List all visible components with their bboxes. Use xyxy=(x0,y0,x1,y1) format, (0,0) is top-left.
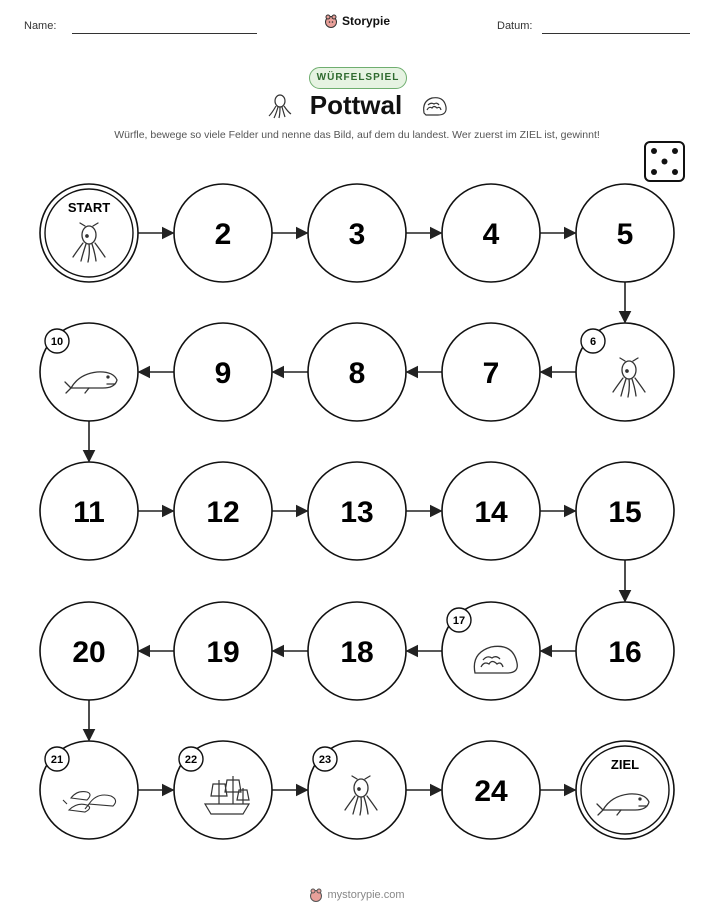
cell-number: 24 xyxy=(474,775,508,808)
cell-number: 18 xyxy=(340,636,374,669)
storypie-footer-icon xyxy=(309,888,323,902)
cell-number: 14 xyxy=(474,496,508,529)
cell-number-badge: 10 xyxy=(50,336,64,348)
cell-number: 11 xyxy=(73,496,105,529)
cell-number: 4 xyxy=(482,218,500,251)
board-cell-11 xyxy=(40,462,138,560)
cell-number-badge: 22 xyxy=(184,754,198,766)
board-cell-5 xyxy=(576,184,674,282)
board-cell-25 xyxy=(576,741,674,839)
cell-number: 15 xyxy=(608,496,642,529)
footer-url[interactable]: mystorypie.com xyxy=(327,889,405,901)
board-cell-12 xyxy=(174,462,272,560)
cell-number: 9 xyxy=(214,357,232,390)
cell-number: 12 xyxy=(206,496,240,529)
board-cell-22 xyxy=(174,741,272,839)
brand-name: Storypie xyxy=(341,14,390,28)
board-cell-16 xyxy=(576,602,674,700)
title-text: Pottwal xyxy=(309,90,403,120)
cell-number: 19 xyxy=(206,636,240,669)
board-cell-21 xyxy=(40,741,138,839)
game-type-badge: WÜRFELSPIEL xyxy=(309,67,407,89)
goal-label: ZIEL xyxy=(610,757,640,772)
cell-number: 20 xyxy=(72,636,106,669)
board-cell-6 xyxy=(576,323,674,421)
board-cell-3 xyxy=(308,184,406,282)
board-cell-17 xyxy=(442,602,540,700)
board-cell-8 xyxy=(308,323,406,421)
board-cell-7 xyxy=(442,323,540,421)
name-label: Name: xyxy=(24,20,57,32)
cell-number-badge: 17 xyxy=(452,615,466,627)
board-cell-4 xyxy=(442,184,540,282)
cell-number: 5 xyxy=(616,218,634,251)
cell-number: 2 xyxy=(214,218,232,251)
start-label: START xyxy=(67,200,111,215)
cell-number-badge: 6 xyxy=(589,336,597,348)
cell-number: 13 xyxy=(340,496,374,529)
footer xyxy=(0,888,714,905)
board-cell-15 xyxy=(576,462,674,560)
cell-number: 16 xyxy=(608,636,642,669)
cell-number: 8 xyxy=(348,357,366,390)
board-cell-10 xyxy=(40,323,138,421)
board-cell-13 xyxy=(308,462,406,560)
dice-icon xyxy=(645,142,684,181)
cell-number-badge: 21 xyxy=(50,754,64,766)
board-cell-23 xyxy=(308,741,406,839)
board-cell-24 xyxy=(442,741,540,839)
board-cell-1 xyxy=(40,184,138,282)
cell-number-badge: 23 xyxy=(318,754,332,766)
date-label: Datum: xyxy=(497,20,533,32)
board-cell-14 xyxy=(442,462,540,560)
instructions: Würfle, bewege so viele Felder und nenne das Bild, auf dem du landest. Wer zuerst im ZIEL ist, gewinnt! xyxy=(114,129,600,141)
cell-number: 3 xyxy=(348,218,366,251)
cell-number: 7 xyxy=(482,357,500,390)
board-cell-18 xyxy=(308,602,406,700)
board-cell-9 xyxy=(174,323,272,421)
board-cell-2 xyxy=(174,184,272,282)
board-cell-20 xyxy=(40,602,138,700)
board-cell-19 xyxy=(174,602,272,700)
